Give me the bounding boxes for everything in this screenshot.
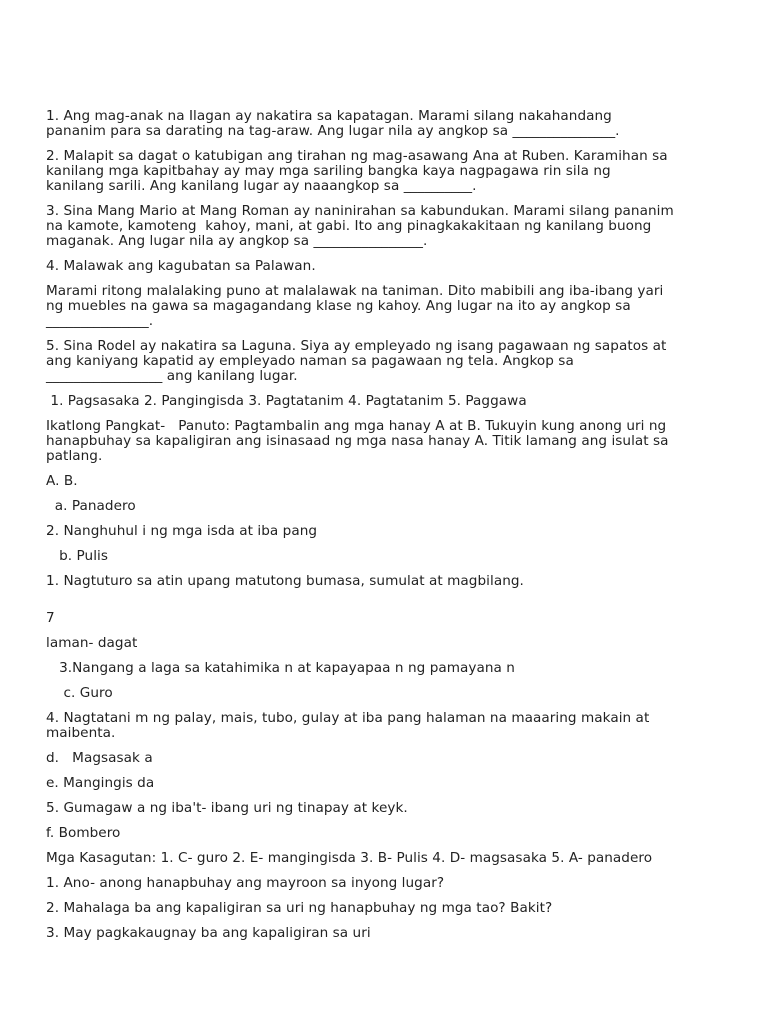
paragraph bbox=[46, 636, 736, 651]
text-line: laman- dagat bbox=[46, 635, 138, 651]
text-line: 4. Malawak ang kagubatan sa Palawan. bbox=[46, 258, 316, 274]
text-line: c. Guro bbox=[46, 685, 113, 701]
text-line: d. Magsasak a bbox=[46, 750, 153, 766]
text-line: 1. Nagtuturo sa atin upang matutong bumasa, sumulat at magbilang. bbox=[46, 573, 524, 589]
text-line: 1. Ano- anong hanapbuhay ang mayroon sa inyong lugar? bbox=[46, 875, 445, 891]
paragraph bbox=[46, 284, 736, 329]
paragraph bbox=[46, 751, 736, 766]
text-line: 7 bbox=[46, 610, 55, 626]
text-line: A. B. bbox=[46, 473, 78, 489]
paragraph bbox=[46, 901, 736, 916]
paragraph bbox=[46, 204, 736, 249]
text-line: 3. May pagkakaugnay ba ang kapaligiran sa uri bbox=[46, 925, 371, 941]
paragraph bbox=[46, 686, 736, 701]
text-line: hanapbuhay sa kapaligiran ang isinasaad ng mga nasa hanay A. Titik lamang ang isulat sa bbox=[46, 433, 669, 449]
paragraph bbox=[46, 149, 736, 194]
paragraph bbox=[46, 394, 736, 409]
paragraph bbox=[46, 926, 736, 941]
paragraph bbox=[46, 801, 736, 816]
text-line: 4. Nagtatani m ng palay, mais, tubo, gulay at iba pang halaman na maaaring makain at bbox=[46, 710, 650, 726]
text-line: maibenta. bbox=[46, 725, 116, 741]
text-line: patlang. bbox=[46, 448, 103, 464]
text-line: 1. Pagsasaka 2. Pangingisda 3. Pagtatanim 4. Pagtatanim 5. Paggawa bbox=[46, 393, 527, 409]
text-line: e. Mangingis da bbox=[46, 775, 155, 791]
text-line: kanilang mga kapitbahay ay may mga sariling bangka kaya nagpagawa rin sila ng bbox=[46, 163, 611, 179]
text-line: maganak. Ang lugar nila ay angkop sa ________________. bbox=[46, 233, 428, 249]
paragraph bbox=[46, 499, 736, 514]
text-line: 2. Nanghuhul i ng mga isda at iba pang bbox=[46, 523, 318, 539]
paragraph bbox=[46, 339, 736, 384]
text-line: Mga Kasagutan: 1. C- guro 2. E- mangingisda 3. B- Pulis 4. D- magsasaka 5. A- panadero bbox=[46, 850, 653, 866]
paragraph bbox=[46, 611, 736, 626]
text-line: 2. Mahalaga ba ang kapaligiran sa uri ng hanapbuhay ng mga tao? Bakit? bbox=[46, 900, 553, 916]
text-line: 2. Malapit sa dagat o katubigan ang tirahan ng mag-asawang Ana at Ruben. Karamihan sa bbox=[46, 148, 668, 164]
paragraph bbox=[46, 259, 736, 274]
paragraph bbox=[46, 574, 736, 589]
text-line: ng muebles na gawa sa magagandang klase ng kahoy. Ang lugar na ito ay angkop sa bbox=[46, 298, 631, 314]
text-line: ang kaniyang kapatid ay empleyado naman sa pagawaan ng tela. Angkop sa bbox=[46, 353, 574, 369]
text-line: 5. Sina Rodel ay nakatira sa Laguna. Siya ay empleyado ng isang pagawaan ng sapatos at bbox=[46, 338, 667, 354]
text-line: f. Bombero bbox=[46, 825, 121, 841]
paragraph bbox=[46, 419, 736, 464]
paragraph bbox=[46, 549, 736, 564]
paragraph bbox=[46, 776, 736, 791]
paragraph bbox=[46, 661, 736, 676]
text-line: 3.Nangang a laga sa katahimika n at kapayapaa n ng pamayana n bbox=[46, 660, 515, 676]
text-line: na kamote, kamoteng kahoy, mani, at gabi. Ito ang pinagkakakitaan ng kanilang buong bbox=[46, 218, 652, 234]
text-line: Marami ritong malalaking puno at malalawak na taniman. Dito mabibili ang iba-ibang yari bbox=[46, 283, 664, 299]
paragraph bbox=[46, 876, 736, 891]
text-line: b. Pulis bbox=[46, 548, 108, 564]
text-line: pananim para sa darating na tag-araw. Ang lugar nila ay angkop sa _______________. bbox=[46, 123, 620, 139]
paragraph bbox=[46, 851, 736, 866]
paragraph bbox=[46, 109, 736, 139]
text-line: Ikatlong Pangkat- Panuto: Pagtambalin ang mga hanay A at B. Tukuyin kung anong uri ng bbox=[46, 418, 667, 434]
text-line: _________________ ang kanilang lugar. bbox=[46, 368, 298, 384]
paragraph bbox=[46, 711, 736, 741]
text-line: 1. Ang mag-anak na Ilagan ay nakatira sa kapatagan. Marami silang nakahandang bbox=[46, 108, 612, 124]
text-line: a. Panadero bbox=[46, 498, 136, 514]
text-line: 5. Gumagaw a ng iba't- ibang uri ng tinapay at keyk. bbox=[46, 800, 408, 816]
text-line: kanilang sarili. Ang kanilang lugar ay naaangkop sa __________. bbox=[46, 178, 477, 194]
text-line: 3. Sina Mang Mario at Mang Roman ay naninirahan sa kabundukan. Marami silang pananim bbox=[46, 203, 674, 219]
paragraph bbox=[46, 524, 736, 539]
document-page bbox=[46, 109, 736, 951]
text-line: _______________. bbox=[46, 313, 154, 329]
paragraph bbox=[46, 474, 736, 489]
paragraph bbox=[46, 826, 736, 841]
